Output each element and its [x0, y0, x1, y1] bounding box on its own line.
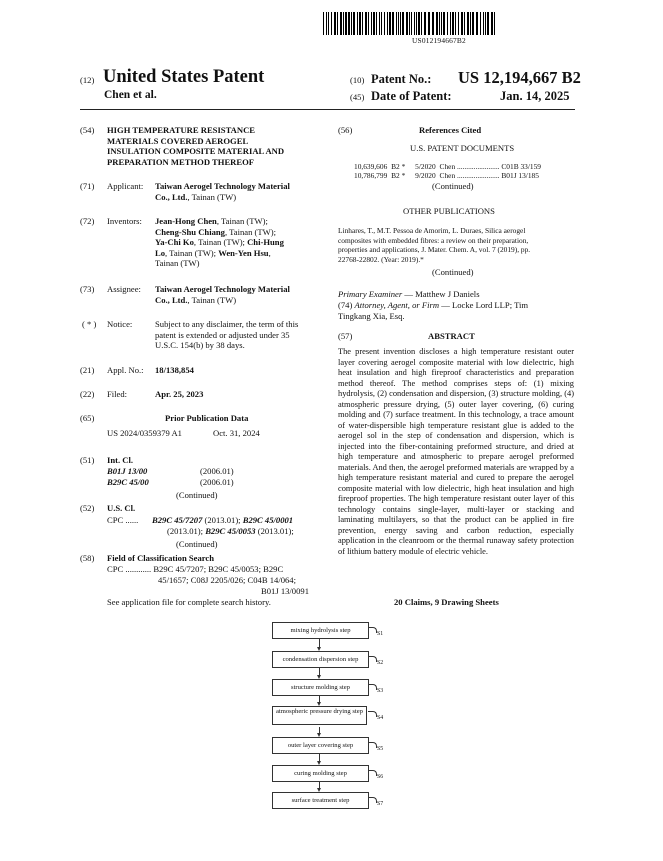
- int-cl-class: B01J 13/00: [107, 466, 148, 476]
- barcode-bar: [379, 12, 380, 35]
- field-code-56: (56): [338, 125, 353, 135]
- barcode-bar: [359, 12, 361, 35]
- barcode-bar: [455, 12, 456, 35]
- barcode-bar: [480, 12, 481, 35]
- flowchart-step-box: outer layer covering step: [272, 737, 369, 754]
- barcode-bar: [365, 12, 367, 35]
- us-cl-continued: (Continued): [176, 539, 218, 549]
- barcode-bar: [373, 12, 375, 35]
- flowchart-step-tag: S2: [377, 660, 384, 666]
- barcode-bar: [464, 12, 465, 35]
- barcode-bar: [476, 12, 478, 35]
- barcode-bar: [371, 12, 372, 35]
- barcode-bar: [461, 12, 463, 35]
- flowchart-step-box: structure molding step: [272, 679, 369, 696]
- kind-code: (12): [80, 75, 95, 85]
- barcode-bar: [494, 12, 495, 35]
- us-cl-line-2: (2013.01); B29C 45/0053 (2013.01);: [167, 526, 294, 536]
- filed-value: Apr. 25, 2023: [155, 389, 204, 399]
- appl-no-label: Appl. No.:: [107, 365, 144, 375]
- barcode-bar: [443, 12, 445, 35]
- flowchart-leader-line: [368, 711, 377, 717]
- us-cl-line-1: B29C 45/7207 (2013.01); B29C 45/0001: [152, 515, 294, 525]
- field-code-54: (54): [80, 125, 95, 135]
- flowchart-step-box: curing molding step: [272, 765, 369, 782]
- barcode-bar: [402, 12, 404, 35]
- field-code-52: (52): [80, 503, 95, 513]
- inventor-short: Chen et al.: [104, 89, 157, 101]
- other-pubs-heading: OTHER PUBLICATIONS: [403, 206, 495, 216]
- flowchart-step-tag: S1: [377, 631, 384, 637]
- num-10: (10): [350, 75, 365, 85]
- barcode-bar: [411, 12, 412, 35]
- other-pubs-continued: (Continued): [432, 267, 474, 277]
- appl-no-value: 18/138,854: [155, 365, 194, 375]
- barcode-bar: [418, 12, 420, 35]
- barcode-bar: [452, 12, 454, 35]
- flowchart-step-tag: S3: [377, 688, 384, 694]
- barcode-number: US012194667B2: [412, 36, 466, 45]
- barcode-bar: [436, 12, 438, 35]
- barcode-bar: [348, 12, 350, 35]
- barcode-bar: [392, 12, 394, 35]
- references-continued: (Continued): [432, 181, 474, 191]
- barcode-bar: [487, 12, 489, 35]
- prior-pub-number: US 2024/0359379 A1: [107, 428, 182, 438]
- barcode-bar: [483, 12, 484, 35]
- barcode-bar: [441, 12, 442, 35]
- barcode-bar: [470, 12, 471, 35]
- patent-date: Jan. 14, 2025: [500, 89, 570, 103]
- barcode-bar: [400, 12, 401, 35]
- barcode-bar: [351, 12, 352, 35]
- barcode-bar: [337, 12, 338, 35]
- flowchart-leader-line: [368, 684, 377, 690]
- field-search-note: See application file for complete search history.: [107, 597, 271, 607]
- barcode-bar: [416, 12, 417, 35]
- barcode-bar: [398, 12, 399, 35]
- primary-examiner: Primary Examiner — Matthew J Daniels: [338, 289, 480, 299]
- other-pub-citation: Linhares, T., M.T. Pessoa de Amorim, L. Duraes, Silica aerogel composites with embedded fibres: a review on their preparation, properties and applications, J. Mater. Chem. A, vol. 7 (2019), pp. 22768-22802. (Year: 2019).*: [338, 226, 531, 264]
- barcode-bar: [357, 12, 358, 35]
- field-code-51: (51): [80, 455, 95, 465]
- us-cl-cpc-label: CPC ......: [107, 515, 139, 525]
- int-cl-version: (2006.01): [200, 477, 234, 487]
- barcode-bar: [381, 12, 382, 35]
- us-patent-docs-heading: U.S. PATENT DOCUMENTS: [410, 143, 515, 153]
- flowchart-leader-line: [368, 770, 377, 776]
- flowchart-step-tag: S5: [377, 746, 384, 752]
- barcode-bar: [447, 12, 448, 35]
- barcode-bar: [439, 12, 440, 35]
- field-search-line: B01J 13/0091: [261, 586, 309, 596]
- flowchart-leader-line: [368, 627, 377, 633]
- flowchart-step-tag: S6: [377, 774, 384, 780]
- attorney-line-2: Tingkang Xia, Esq.: [338, 311, 405, 321]
- barcode-bar: [326, 12, 327, 35]
- barcode-bar: [345, 12, 347, 35]
- barcode-bar: [389, 12, 391, 35]
- barcode-bar: [458, 12, 459, 35]
- barcode-bar: [396, 12, 397, 35]
- int-cl-version: (2006.01): [200, 466, 234, 476]
- flowchart-step-box: surface treatment step: [272, 792, 369, 809]
- references-heading: References Cited: [419, 125, 482, 135]
- flowchart-step-tag: S7: [377, 801, 384, 807]
- flowchart-step-box: atmospheric pressure drying step: [272, 706, 367, 725]
- field-search-line: CPC ............ B29C 45/7207; B29C 45/0053; B29C: [107, 564, 284, 574]
- barcode-bar: [323, 12, 324, 35]
- barcode-bar: [485, 12, 486, 35]
- inventors-value: Jean-Hong Chen, Tainan (TW); Cheng-Shu Chiang, Tainan (TW); Ya-Chi Ko, Tainan (TW); Chi-Hung Lo, Tainan (TW); Wen-Yen Hsu, Tainan (TW): [155, 216, 284, 269]
- barcode-bar: [421, 12, 422, 35]
- barcode-bar: [331, 12, 332, 35]
- flowchart-step-box: mixing hydrolysis step: [272, 622, 369, 639]
- barcode-bar: [432, 12, 434, 35]
- field-code-21: (21): [80, 365, 95, 375]
- prior-pub-date: Oct. 31, 2024: [213, 428, 260, 438]
- abstract-text: The present invention discloses a high temperature resistant outer layer covering aerogel composite material with low dielectric, high heat insulation and high fireproof characteristics and preparation method thereof. The method comprises steps of: (1) mixing hydrolysis, (2) condensation and dispersion, (3) structure molding, (4) atmospheric pressure drying, (5) outer layer covering, (6) curing molding and (7) surface treatment. In this technology, a trace amount of water-dispersible high temperature resistant glue is added to the aerogel sol in the step of condensation and dispersion, which is injected into the fiber-containing preformed structure, and dried at high temperature and atmospheric to prepare aerogel preformed materials. And then, the aerogel preformed materials are wrapped by a high temperature resistant material and cured to prepare the aerogel composite material with low dielectric, high heat insulation and high fireproof properties. The high temperature resistant outer layer of this technology contains single-layer, multi-layer or stacking and laminating multilayers, so that the product can be applied in fire prevention, energy saving and carbon reduction, especially application in the cleanroom or the thermal runaway safety protection of lithium battery module of electric vehicle.: [338, 347, 574, 556]
- field-search-line: 45/1657; C08J 2205/026; C04B 14/064;: [158, 575, 296, 585]
- abstract-heading: ABSTRACT: [428, 331, 475, 341]
- field-code-72: (72): [80, 216, 95, 226]
- barcode-bar: [334, 12, 336, 35]
- field-code-58: (58): [80, 553, 95, 563]
- assignee-value: Taiwan Aerogel Technology Material Co., Ltd., Tainan (TW): [155, 284, 290, 305]
- attorney: (74) Attorney, Agent, or Firm — Locke Lord LLP; Tim: [338, 300, 529, 310]
- barcode-bar: [387, 12, 388, 35]
- inventors-label: Inventors:: [107, 216, 142, 226]
- num-45: (45): [350, 92, 365, 102]
- barcode-bar: [340, 12, 342, 35]
- barcode-bar: [467, 12, 469, 35]
- reference-row: 10,786,799 B2 * 9/2020 Chen ....................... B01J 13/185: [354, 171, 539, 180]
- barcode-bar: [472, 12, 474, 35]
- barcode-bar: [414, 12, 415, 35]
- barcode-bar: [406, 12, 408, 35]
- barcode-bar: [384, 12, 385, 35]
- field-code-65: (65): [80, 413, 95, 423]
- applicant-label: Applicant:: [107, 181, 144, 191]
- barcode-bar: [368, 12, 369, 35]
- barcode-bar: [491, 12, 493, 35]
- barcode-bar: [343, 12, 344, 35]
- filed-label: Filed:: [107, 389, 128, 399]
- field-code-22: (22): [80, 389, 95, 399]
- notice-code: ( * ): [82, 319, 97, 329]
- claims-summary: 20 Claims, 9 Drawing Sheets: [394, 597, 499, 607]
- applicant-value: Taiwan Aerogel Technology Material Co., Ltd., Tainan (TW): [155, 181, 290, 202]
- barcode-bar: [353, 12, 355, 35]
- flowchart-step-tag: S4: [377, 715, 384, 721]
- field-code-57: (57): [338, 331, 353, 341]
- date-label: Date of Patent:: [371, 89, 452, 103]
- flowchart-leader-line: [368, 656, 377, 662]
- int-cl-continued: (Continued): [176, 490, 218, 500]
- field-search-heading: Field of Classification Search: [107, 553, 215, 563]
- barcode-bar: [362, 12, 363, 35]
- flowchart-leader-line: [368, 797, 377, 803]
- invention-title: HIGH TEMPERATURE RESISTANCE MATERIALS COVERED AEROGEL INSULATION COMPOSITE MATERIAL AND PREPARATION METHOD THEREOF: [107, 125, 285, 167]
- field-code-71: (71): [80, 181, 95, 191]
- assignee-label: Assignee:: [107, 284, 141, 294]
- patent-number: US 12,194,667 B2: [458, 68, 581, 87]
- document-type: United States Patent: [103, 67, 265, 87]
- reference-row: 10,639,606 B2 * 5/2020 Chen ....................... C01B 33/159: [354, 162, 542, 171]
- patent-no-label: Patent No.:: [371, 72, 432, 86]
- barcode-bar: [428, 12, 430, 35]
- barcode-bar: [450, 12, 451, 35]
- prior-pub-heading: Prior Publication Data: [165, 413, 249, 423]
- barcode-bar: [409, 12, 410, 35]
- us-cl-heading: U.S. Cl.: [107, 503, 136, 513]
- barcode-bar: [376, 12, 377, 35]
- barcode-bar: [424, 12, 426, 35]
- barcode: [323, 12, 495, 35]
- flowchart-step-box: condensation dispersion step: [272, 651, 369, 668]
- field-code-73: (73): [80, 284, 95, 294]
- header-rule: [80, 109, 575, 110]
- flowchart-leader-line: [368, 742, 377, 748]
- barcode-bar: [328, 12, 329, 35]
- int-cl-class: B29C 45/00: [107, 477, 149, 487]
- notice-text: Subject to any disclaimer, the term of this patent is extended or adjusted under 35 U.S.C. 154(b) by 38 days.: [155, 319, 299, 351]
- int-cl-heading: Int. Cl.: [107, 455, 134, 465]
- notice-label: Notice:: [107, 319, 133, 329]
